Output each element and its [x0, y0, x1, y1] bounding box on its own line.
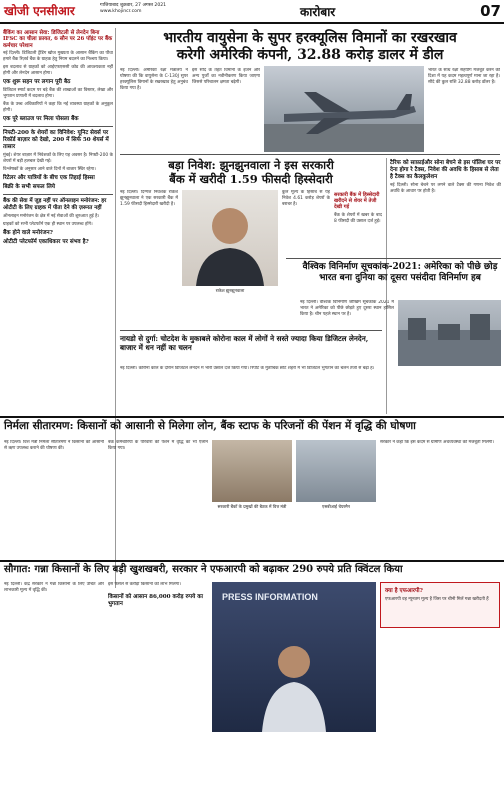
left-subhead: ओटीटी प्लेटफॉर्म एकाधिकार पर संभव है? [3, 239, 89, 246]
manufacturing-text: नई दिल्ली। वैश्विक विनिर्माण जोखिम सूचकांक 2021 में भारत ने अमेरिका को पीछे छोड़ते हुए दूसरा स्थान हासिल किया है। चीन पहले स्थान पर है। [300, 300, 394, 317]
aircraft-illustration [264, 66, 424, 152]
tax-text: नई दिल्ली। सोना बेचने पर लगने वाले टैक्स की गणना निवेश की अवधि के आधार पर होती है। [390, 183, 501, 194]
sugarcane-headline: सौगात: गन्ना किसानों के लिए बड़ी खुशखबरी, सरकार ने एफआरपी को बढ़ाकर 290 रुपये प्रति क्विंटल किया [4, 564, 403, 575]
nirmala-col-3: सरकार ने कहा कि इस कदम से ग्रामीण अर्थव्यवस्था को मजबूती मिलेगी। [380, 440, 494, 445]
pullquote: सरकारी बैंक में हिस्सेदारी खरीदने से शेयर में तेजी देखी गई [334, 192, 380, 211]
left-subhead: एक शुरू सहन पर लगान पूरी बैठ [3, 79, 71, 86]
left-paragraph: नई दिल्ली। डिजिटली ट्रेंडिंग खोज मुख्यता के आसान बैंकिंग का पौधा हमारे बैंक रिज़र्व बैंक के ग्राहक हेतु नियम बदलने का निश्चय किया। [3, 51, 113, 63]
lead-col-2: इस सौदे के तहत विमानों के इंजन और अन्य पुर्जों का नवीनीकरण किया जाएगा जिससे परिचालन क्षमता बढ़ेगी। [192, 68, 260, 85]
newspaper-brand: खोजी एनसीआर [4, 4, 75, 18]
divider [3, 194, 113, 195]
sugarcane-subhead: किसानों को आसान 86,000 करोड़ रुपये का भुगतान [108, 594, 203, 607]
lead-headline-line-1: भारतीय वायुसेना के सुपर हरक्यूलिस विमानों का रखरखाव [163, 30, 457, 46]
jhunjhunwala-headline-line-2: बैंक में खरीदी 1.59 फीसदी हिस्सेदारी [169, 172, 333, 186]
divider [3, 126, 113, 127]
left-subhead-major: बैंक की सेवा में जुड़ नहीं पर ऑनलाइन मनोरंजन: हर ओटीटी के लिए ग्राहक में पीता देने की ज़रूरत नहीं [3, 198, 107, 212]
left-body-2 [3, 88, 113, 114]
left-paragraph: इस बदलाव से ग्राहकों को आईएफएससी कोड की आवश्यकता नहीं होगी और लेनदेन आसान होगा। [3, 65, 113, 77]
jhunjhunwala-headline-line-1: बड़ा निवेश: झुनझुनवाला ने इस सरकारी [168, 158, 334, 172]
section-divider [0, 416, 504, 418]
tax-story [390, 158, 501, 256]
left-paragraph: मुंबई। शेयर बाज़ार में निवेशकों के लिए यह अवसर है। निफ्टी-200 के शेयरों में बड़ी हलचल देखी गई। [3, 153, 113, 165]
minister-caption-1: सरकारी बैंकों के प्रमुखों की बैठक में वित्त मंत्री [217, 504, 287, 509]
ncr-text: नई दिल्ली। कोरोना काल के दौरान डिजिटल लेनदेन में भारी उछाल दर्ज किया गया। रिपोर्ट के मुताबिक छोटे शहरों में भी डिजिटल भुगतान का चलन तेजी से बढ़ा है। [120, 366, 375, 371]
factory-photo [398, 300, 501, 366]
divider [286, 258, 501, 259]
left-body-4 [3, 214, 113, 228]
nirmala-col-1: नई दिल्ली। वित्त मंत्री निर्मला सीतारमण ने किसानों को आसानी से ऋण उपलब्ध कराने की घोषणा की। [4, 440, 104, 451]
fact-box [380, 582, 500, 628]
nirmala-col-2: बैंक कर्मचारियों के परिवारों की पेंशन में वृद्धि का भी ऐलान किया गया। [108, 440, 208, 451]
jhunjhunwala-headline [120, 158, 382, 186]
website-text: www.khojincr.com [100, 9, 142, 14]
press-banner: PRESS INFORMATION [222, 592, 318, 602]
left-subhead: बैंक होने वाले मनोरंजन? [3, 230, 53, 237]
sugarcane-col-1: नई दिल्ली। केंद्र सरकार ने गन्ना किसानों के लिए उचित और लाभकारी मूल्य में वृद्धि की। [4, 582, 104, 593]
minister-caption-2: एसबीआई चेयरमैन [322, 504, 350, 509]
sugarcane-col-2 [108, 582, 208, 732]
page-header [0, 0, 504, 24]
lead-col-3: भारत के साथ रक्षा सहयोग मजबूत करने की दिशा में यह कदम महत्वपूर्ण माना जा रहा है। सौदे की कुल राशि 32.88 करोड़ डॉलर है। [428, 68, 500, 85]
section-title: कारोबार [300, 5, 336, 19]
lead-headline [120, 30, 500, 64]
fact-box-title: क्या है एफआरपी? [385, 588, 423, 594]
minister-photo-1 [212, 440, 292, 502]
left-subhead-major: निफ्टी-200 के शेयरों का विनिवेश: यूनिट सेवर्स पर रिकॉर्ड बाज़ार को देखो, 200 में सिर्फ 50 शेयर्स में तासार [3, 130, 109, 151]
jhunjhunwala-col-3-text: बैंक के शेयरों में खबर के बाद 8 फीसदी की उछाल दर्ज हुई। [334, 212, 382, 224]
fact-box-text: एफआरपी वह न्यूनतम मूल्य है जिस पर चीनी मिलें गन्ना खरीदती हैं [385, 597, 489, 602]
press-briefing-photo [212, 582, 376, 732]
left-body-3 [3, 153, 113, 173]
press-briefing-illustration [212, 582, 376, 732]
left-headline: बैंकिंग का आसान सेवा: डिजिटली से लेनदेन बिना IFSC का चीला फ्रायत, 6 सौन पर 26 पॉइंट पर बैंक कर्मचार परेशान [3, 30, 113, 49]
section-divider [0, 560, 504, 562]
lead-headline-line-2: करेगी अमेरिकी कंपनी, 32.88 करोड़ डालर में डील [176, 47, 444, 63]
jhunjhunwala-col-1: नई दिल्ली। दिग्गज निवेशक राकेश झुनझुनवाला ने एक सरकारी बैंक में 1.59 फीसदी हिस्सेदारी खरीदी है। [120, 190, 178, 207]
left-paragraph: डिजिटल स्मार्ट कदम पर बड़े बैंक की शाखाओं का विस्तार, लेखा और भुगतान प्रणाली में बदलाव होगा। [3, 88, 113, 100]
page-number: 07 [480, 2, 501, 20]
investor-portrait [182, 190, 278, 286]
left-paragraph: ऑनलाइन मनोरंजन के क्षेत्र में नई सेवाओं की शुरुआत हुई है। [3, 214, 100, 220]
left-body-1 [3, 51, 113, 77]
minister-photo-2 [296, 440, 376, 502]
left-paragraph: बैंक के उच्च अधिकारियों ने कहा कि नई व्यवस्था ग्राहकों के अनुकूल होगी। [3, 102, 113, 114]
left-subhead: एक पूरे ब्लाउज पर मिला पोसला बैंक [3, 116, 79, 123]
jhunjhunwala-col-2: कुल मूल्य के हिसाब से यह निवेश 4.61 करोड़ शेयरों के बराबर है। [282, 190, 330, 207]
aircraft-photo [264, 66, 424, 152]
tax-headline: टैरिफ को साफ़ाईऔर सोना बेचने से इस पॉलिश घर पर देना होगा रे टैक्स, निवेश की अवधि के हिसाब से लेता है टैक्स का कैलकुलेशन [390, 160, 501, 180]
left-subhead: बिक्री के सभी सफल लिये [3, 184, 56, 191]
ncr-headline: नायडो से दुर्गा: चोटदेश के मुकाबले कोरोना काल में लोगों ने सस्ते ज्यादा किया डिजिटल लेनदेन, बाजार में धन नहीं का चलन [120, 334, 369, 352]
left-paragraph: विश्लेषकों के अनुसार आने वाले दिनों में बाजार स्थिर रहेगा। [3, 167, 96, 173]
divider [120, 154, 500, 155]
lead-col-1: नई दिल्ली। अमेरिकी रक्षा मंत्रालय ने घोषणा की कि वायुसेना के C-130J सुपर हरक्यूलिस विमानों के रखरखाव हेतु अनुबंध किया गया है। [120, 68, 188, 91]
nirmala-headline: निर्मला सीतारमण: किसानों को आसानी से मिलेगा लोन, बैंक स्टाफ के परिजनों की पेंशन में वृद्धि की घोषणा [4, 420, 416, 432]
sugarcane-col-2-text: इस फैसले से करोड़ों किसानों को लाभ मिलेगा। [108, 582, 181, 587]
investor-caption: राकेश झुनझुनवाला [215, 288, 245, 293]
investor-photo [182, 190, 278, 286]
manufacturing-headline: वैश्विक विनिर्माण सूचकांक-2021: अमेरिका को पीछे छोड़ भारत बना दुनिया का दूसरा पसंदीदा विनिर्माण हब [302, 262, 498, 283]
dateline [100, 3, 250, 15]
factory-illustration [398, 300, 501, 366]
date-text: गाजियाबाद शुक्रवार, 27 अगस्त 2021 [100, 3, 167, 8]
left-paragraph: ग्राहकों को सभी प्लेटफॉर्म एक ही स्थान पर उपलब्ध होंगे। [3, 222, 93, 228]
left-subhead: रिटेलर और यात्रियों के बीच एक तिहाई हिस्सा [3, 175, 95, 182]
